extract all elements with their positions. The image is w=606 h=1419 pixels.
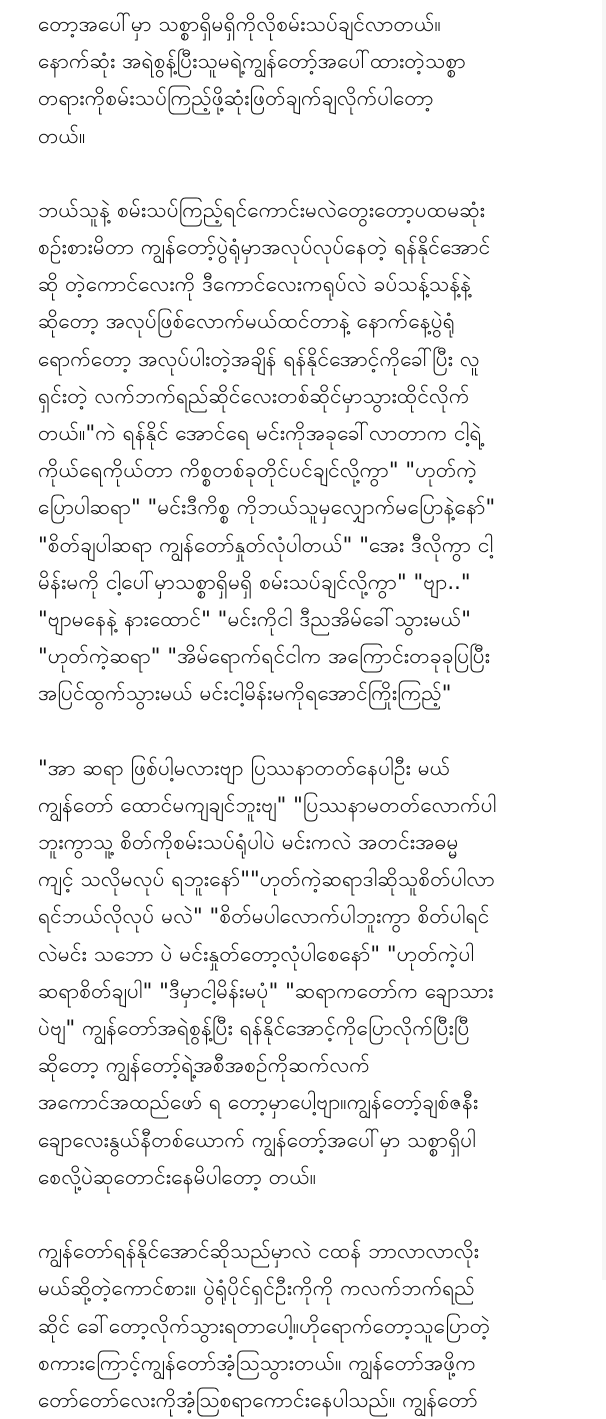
text-line: တော့အပေါ်မှာ သစ္စာရှိမရှိကိုလိုစမ်းသပ်ချင်လာတယ်။ — [38, 12, 441, 36]
text-line: ပြောပါဆရာ" "မင်းဒီကိစ္စ ကိုဘယ်သူမှလျှောက်မပြောနဲ့နော်" — [38, 495, 496, 520]
text-line: ပဲဗျ" ကျွန်တော်အရဲစွန့်ပြီး ရန်နိုင်အောင့်ကိုပြောလိုက်ပြီးပြီ — [38, 1016, 470, 1041]
text-line: ရင်ဘယ်လိုလုပ် မလဲ" "စိတ်မပါလောက်ပါဘူးကွာ စိတ်ပါရင် — [38, 904, 490, 929]
text-line: တော်တော်လေးကိုအံ့သြစရာကောင်းနေပါသည်။ ကျွန်တော် — [38, 1387, 478, 1412]
text-line: "စိတ်ချပါဆရာ ကျွန်တော်နှုတ်လုံပါတယ်" "အေး ဒီလိုကွာ ငါ့ — [38, 532, 494, 557]
text-line: စေလို့ပဲဆုတောင်းနေမိပါတော့ တယ်။ — [38, 1164, 317, 1189]
paragraph-4 — [38, 1233, 582, 1419]
text-line: ဆရာစိတ်ချပါ" "ဒီမှာငါ့မိန်းမပုံ" "ဆရာကတော်က ချောသား — [38, 978, 494, 1003]
paragraph-1 — [38, 6, 582, 155]
text-line: "အာ ဆရာ ဖြစ်ပါ့မလားဗျာ ပြဿနာတတ်နေပါဦး မယ် — [38, 755, 451, 780]
text-line: ကျွန်တော် ထောင်မကျချင်ဘူးဗျ" "ပြဿနာမတတ်လောက်ပါ — [38, 792, 497, 817]
text-line: ရောက်တော့ အလုပ်ပါးတဲ့အချိန် ရန်နိုင်အောင့်ကိုခေါ်ပြီး လူ — [38, 346, 480, 371]
text-line: နောက်ဆုံး အရဲစွန့်ပြီးသူမရဲ့ကျွန်တော့်အပေါ်ထားတဲ့သစ္စာ — [38, 49, 466, 74]
text-line: ဆိုင် ခေါ်တော့လိုက်သွားရတာပေါ့။ဟိုရောက်တော့သူပြောတဲ့ — [38, 1313, 491, 1338]
text-line: မယ်ဆို့တဲ့ကောင်စား။ ပွဲရုံပိုင်ရှင်ဦးကိုကို ကလက်ဘက်ရည် — [38, 1276, 475, 1301]
text-line: ဘယ်သူနဲ့ စမ်းသပ်ကြည့်ရင်ကောင်းမလဲတွေးတော့ပထမဆုံး — [38, 197, 486, 222]
text-line: ချောလေးနွယ်နီတစ်ယောက် ကျွန်တော့်အပေါ်မှာ သစ္စာရှိပါ — [38, 1127, 476, 1152]
text-line: တယ်။ — [38, 123, 86, 148]
text-line: ရှင်းတဲ့ လက်ဘက်ရည်ဆိုင်လေးတစ်ဆိုင်မှာသွားထိုင်လိုက် — [38, 383, 470, 408]
text-line: လဲမင်း သဘော ပဲ မင်းနှုတ်တော့လုံပါစေနော်" "ဟုတ်ကဲ့ပါ — [38, 941, 475, 966]
text-line: မိန်းမကို ငါ့ပေါ်မှာသစ္စာရှိမရှိ စမ်းသပ်ချင်လို့ကွာ" "ဗျာ.." — [38, 569, 471, 594]
text-line: တရားကိုစမ်းသပ်ကြည့်ဖို့ဆုံးဖြတ်ချက်ချလိုက်ပါတော့ — [38, 86, 434, 111]
text-line: ဘူးကွာသူ့ စိတ်ကိုစမ်းသပ်ရုံပါပဲ မင်းကလဲ အတင်းအဓမ္မ — [38, 830, 459, 855]
text-line: အကောင်အထည်ဖော် ရ တော့မှာပေါ့ဗျာ။ကျွန်တော့်ချစ်ဇနီး — [38, 1090, 479, 1115]
text-line: ဆိုတော့ ကျွန်တော့်ရဲ့အစီအစဉ်ကိုဆက်လက် — [38, 1053, 370, 1078]
page-edge — [602, 0, 606, 1280]
text-line: "ဟုတ်ကဲ့ဆရာ" "အိမ်ရောက်ရင်ငါက အကြောင်းတခုခုပြပြီး — [38, 644, 491, 669]
paragraph-3 — [38, 750, 582, 1196]
text-line: "ဗျာမနေနဲ့ နားထောင်" "မင်းကိုငါ ဒီညအိမ်ခေါ်သွားမယ်" — [38, 607, 472, 632]
text-line: စကားကြောင့်ကျွန်တော်အံ့သြသွားတယ်။ ကျွန်တော်အဖို့က — [38, 1350, 477, 1375]
text-line: ကိုယ်ရေကိုယ်တာ ကိစ္စတစ်ခုတိုင်ပင်ချင်လို့ကွာ" "ဟုတ်ကဲ့ — [38, 458, 478, 483]
text-line: ဆိုတော့ အလုပ်ဖြစ်လောက်မယ်ထင်တာနဲ့ နောက်နေ့ပွဲရုံ — [38, 309, 455, 334]
text-line: ဆို တဲ့ကောင်လေးကို ဒီကောင်လေးကရုပ်လဲ ခပ်သန့်သန့်နဲ့ — [38, 272, 472, 297]
text-line: ကျင့် သလိုမလုပ် ရဘူးနော်""ဟုတ်ကဲ့ဆရာဒါဆိုသူစိတ်ပါလာ — [38, 867, 495, 892]
text-line: အပြင်ထွက်သွားမယ် မင်းငါ့မိန်းမကိုရအောင်ကြိုးကြည့်" — [38, 681, 452, 706]
text-line: စဉ်းစားမိတာ ကျွန်တော့်ပွဲရုံမှာအလုပ်လုပ်နေတဲ့ ရန်နိုင်အောင် — [38, 235, 491, 260]
text-line: တယ်။"ကဲ ရန်နိုင် အောင်ရေ မင်းကိုအခုခေါ်လာတာက ငါ့ရဲ့ — [38, 421, 482, 446]
text-line: ကျွန်တော်ရန်နိုင်အောင်ဆိုသည်မှာလဲ ငထန် ဘာလာလာလိုး — [38, 1239, 480, 1264]
paragraph-2 — [38, 192, 582, 713]
